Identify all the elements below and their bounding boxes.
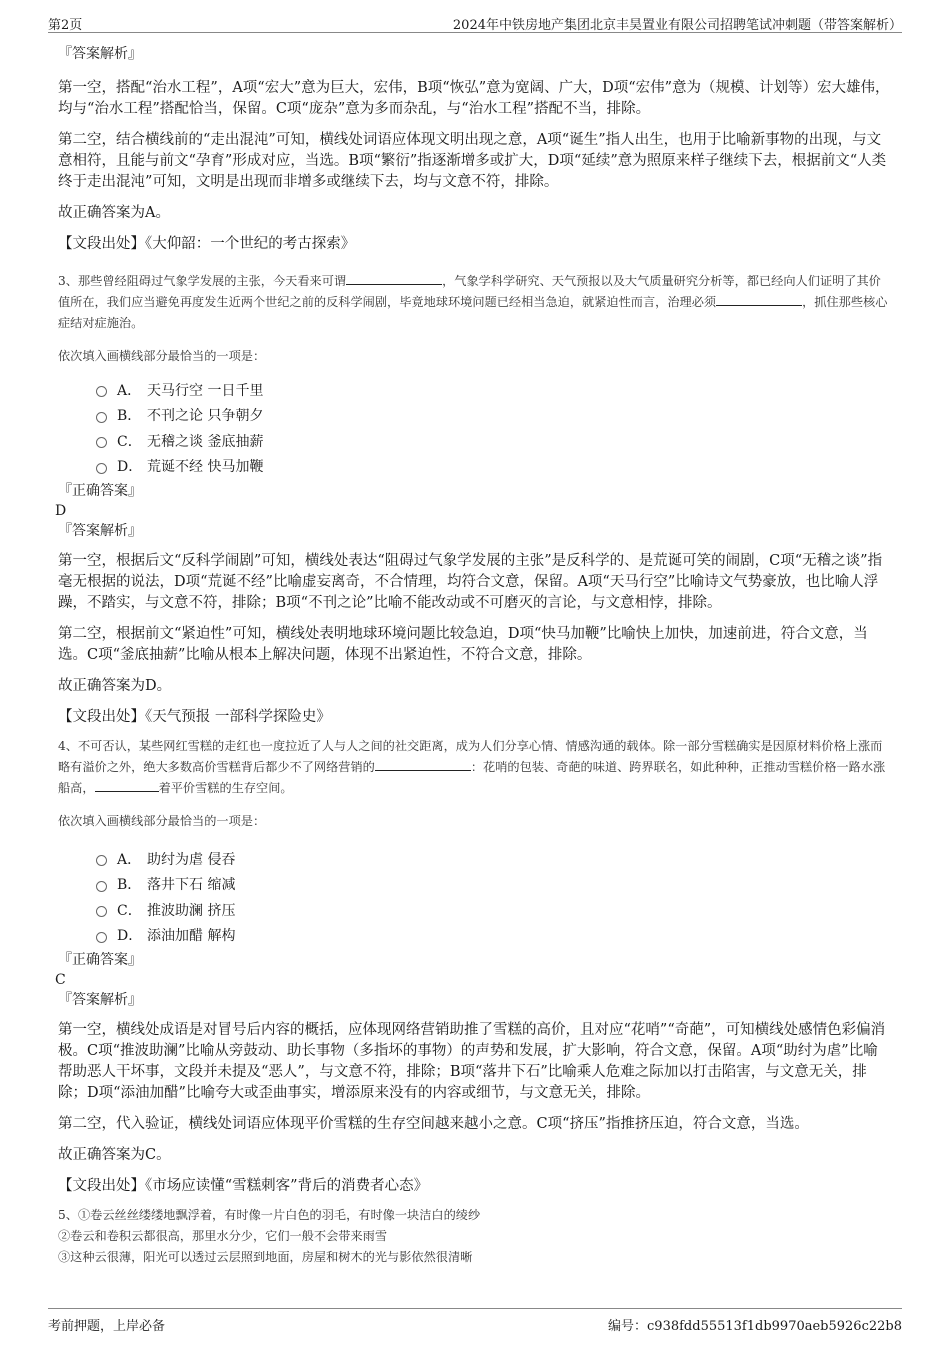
q4-answer-label: 『正确答案』: [58, 952, 142, 968]
q5-line3: ③这种云很薄，阳光可以透过云层照到地面，房屋和树木的光与影依然很清晰: [58, 1250, 473, 1264]
q3-analysis-label: 『答案解析』: [58, 523, 142, 539]
q3-stem-part2: ，气象学科学研究、天气预报以及大气质量研究分析等，都已经向人们证明了其价值所在，我们应当避免再度发生近两个世纪之前的反科学闹剧，毕竟地球环境问题已经相当急迫，就紧迫性而言，治理必须: [58, 274, 881, 309]
q4-stem: [58, 736, 890, 799]
q2-analysis-label: 『答案解析』: [58, 46, 142, 62]
q2-analysis-para2: 第二空，结合横线前的“走出混沌”可知，横线处词语应体现文明出现之意，A项“诞生”指人出生，也用于比喻新事物的出现，与文意相符，且能与前文“孕育”形成对应，当选。B项“繁衍”指逐渐增多或扩大，D项“延续”意为照原来样子继续下去，根据前文“人类终于走出混沌”可知，文明是出现而非增多或继续下去，均与文意不符，排除。: [58, 132, 887, 190]
q2-analysis-para1: 第一空，搭配“治水工程”，A项“宏大”意为巨大，宏伟，B项“恢弘”意为宽阔、广大，D项“宏伟”意为（规模、计划等）宏大雄伟，均与“治水工程”搭配恰当，保留。C项“庞杂”意为多而杂乱，与“治水工程”搭配不当，排除。: [58, 80, 890, 117]
radio-icon[interactable]: [96, 386, 107, 397]
q3-analysis-para1: 第一空，根据后文“反科学闹剧”可知，横线处表达“阻碍过气象学发展的主张”是反科学的、是荒诞可笑的闹剧，C项“无稽之谈”指毫无根据的说法，D项“荒诞不经”比喻虚妄离奇，不合情理，均符合文意，保留。A项“天马行空”比喻诗文气势豪放，也比喻人浮躁，不踏实，与文意不符，排除；B项“不刊之论”比喻不能改动或不可磨灭的言论，与文意相悖，排除。: [58, 553, 883, 611]
q3-prompt: 依次填入画横线部分最恰当的一项是：: [58, 349, 266, 363]
q4-options: [96, 846, 890, 948]
q4-analysis-para1: 第一空，横线处成语是对冒号后内容的概括，应体现网络营销助推了雪糕的高价，且对应“花哨”“奇葩”，可知横线处感情色彩偏消极。C项“推波助澜”比喻从旁鼓动、助长事物（多指坏的事物）的声势和发展，扩大影响，符合文意，保留。A项“助纣为虐”比喻帮助恶人干坏事，文段并未提及“恶人”，与文意不符，排除；B项“落井下石”比喻乘人危难之际加以打击陷害，与文意无关，排除；D项“添油加醋”比喻夸大或歪曲事实，增添原来没有的内容或细节，与文意无关，排除。: [58, 1022, 886, 1101]
q3-stem-part3: ，抓住那些核心症结对症施治。: [58, 295, 888, 330]
page-footer: [48, 1308, 902, 1333]
q3-conclusion: 故正确答案为D。: [58, 678, 172, 694]
q4-prompt: 依次填入画横线部分最恰当的一项是：: [58, 814, 266, 828]
document-title: 2024年中铁房地产集团北京丰昊置业有限公司招聘笔试冲刺题（带答案解析）: [452, 18, 902, 33]
q5-line2: ②卷云和卷积云都很高，那里水分少，它们一般不会带来雨雪: [58, 1229, 388, 1243]
footer-slogan: 考前押题，上岸必备: [48, 1319, 166, 1334]
radio-icon[interactable]: [96, 463, 107, 474]
q3-option-d[interactable]: D． 荒诞不经 快马加鞭: [96, 454, 890, 480]
q3-option-a[interactable]: A． 天马行空 一日千里: [96, 377, 890, 403]
q3-option-b[interactable]: B． 不刊之论 只争朝夕: [96, 403, 890, 429]
q4-stem-part1: 4、不可否认，某些网红雪糕的走红也一度拉近了人与人之间的社交距离，成为人们分享心情、情感沟通的载体。除一部分雪糕确实是因原材料价格上涨而略有溢价之外，绝大多数高价雪糕背后都少不了网络营销的: [58, 739, 883, 774]
q3-answer: D: [55, 503, 67, 519]
q4-option-c[interactable]: C． 推波助澜 挤压: [96, 897, 890, 923]
q4-option-b[interactable]: B． 落井下石 缩减: [96, 872, 890, 898]
q3-analysis-para2: 第二空，根据前文“紧迫性”可知，横线处表明地球环境问题比较急迫，D项“快马加鞭”比喻快上加快，加速前进，符合文意，当选。C项“釜底抽薪”比喻从根本上解决问题，体现不出紧迫性，不符合文意，排除。: [58, 626, 868, 663]
q5-line1: 5、①卷云丝丝缕缕地飘浮着，有时像一片白色的羽毛，有时像一块洁白的绫纱: [58, 1208, 481, 1222]
q4-source: 【文段出处】《市场应读懂“雪糕刺客”背后的消费者心态》: [58, 1178, 429, 1194]
q2-source: 【文段出处】《大仰韶：一个世纪的考古探索》: [58, 236, 356, 252]
q4-conclusion: 故正确答案为C。: [58, 1147, 171, 1163]
q4-blank-1: [375, 758, 471, 771]
radio-icon[interactable]: [96, 932, 107, 943]
q4-analysis-label: 『答案解析』: [58, 992, 142, 1008]
q4-option-a[interactable]: A． 助纣为虐 侵吞: [96, 846, 890, 872]
radio-icon[interactable]: [96, 412, 107, 423]
q3-answer-label: 『正确答案』: [58, 483, 142, 499]
q3-options: [96, 377, 890, 479]
q4-option-d[interactable]: D． 添油加醋 解构: [96, 923, 890, 949]
q3-stem-part1: 3、那些曾经阻碍过气象学发展的主张，今天看来可谓: [58, 274, 347, 288]
q3-blank-2: [716, 293, 802, 306]
q4-stem-part2: ：花哨的包装、奇葩的味道、跨界联名，如此种种，正推动雪糕价格一路水涨船高，: [58, 760, 886, 795]
q2-conclusion: 故正确答案为A。: [58, 205, 170, 221]
radio-icon[interactable]: [96, 881, 107, 892]
q4-stem-part3: 着平价雪糕的生存空间。: [158, 781, 293, 795]
q3-source: 【文段出处】《天气预报 一部科学探险史》: [58, 709, 331, 725]
q3-blank-1: [346, 272, 442, 285]
page-header: [48, 10, 902, 33]
radio-icon[interactable]: [96, 437, 107, 448]
radio-icon[interactable]: [96, 855, 107, 866]
document-body: [55, 44, 890, 1268]
q3-stem: [58, 271, 890, 334]
q4-answer: C: [55, 972, 66, 988]
q3-option-c[interactable]: C． 无稽之谈 釜底抽薪: [96, 428, 890, 454]
footer-serial: 编号：c938fdd55513f1db9970aeb5926c22b8: [608, 1319, 902, 1334]
q4-analysis-para2: 第二空，代入验证，横线处词语应体现平价雪糕的生存空间越来越小之意。C项“挤压”指推挤压迫，符合文意，当选。: [58, 1116, 809, 1132]
q4-blank-2: [95, 779, 159, 792]
page-number: 第2页: [48, 18, 83, 33]
radio-icon[interactable]: [96, 906, 107, 917]
